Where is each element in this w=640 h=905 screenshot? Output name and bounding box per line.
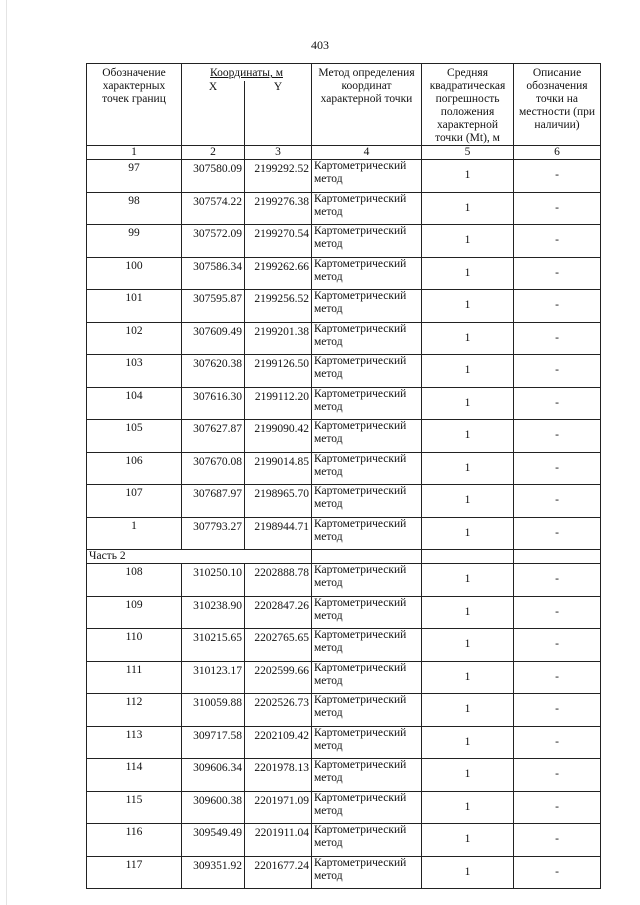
x-coordinate-cell: 307627.87 <box>182 420 245 453</box>
description-cell: - <box>514 517 601 550</box>
y-coordinate-cell: 2199112.20 <box>245 387 312 420</box>
error-cell: 1 <box>422 192 514 225</box>
coordinates-table <box>86 63 601 889</box>
description-cell: - <box>514 759 601 792</box>
error-cell: 1 <box>422 694 514 727</box>
y-coordinate-cell: 2198944.71 <box>245 517 312 550</box>
error-cell: 1 <box>422 485 514 518</box>
x-coordinate-cell: 307586.34 <box>182 257 245 290</box>
y-coordinate-cell: 2202109.42 <box>245 726 312 759</box>
description-cell: - <box>514 420 601 453</box>
table-row <box>87 517 601 550</box>
description-cell: - <box>514 824 601 857</box>
x-coordinate-cell: 307687.97 <box>182 485 245 518</box>
error-cell: 1 <box>422 661 514 694</box>
table-row <box>87 290 601 323</box>
empty-cell <box>245 550 312 564</box>
table-row <box>87 824 601 857</box>
point-cell: 107 <box>87 485 182 518</box>
y-coordinate-cell: 2201677.24 <box>245 856 312 889</box>
method-cell: Картометрический метод <box>312 355 422 388</box>
empty-cell <box>182 550 245 564</box>
error-cell: 1 <box>422 225 514 258</box>
x-coordinate-cell: 309351.92 <box>182 856 245 889</box>
method-cell: Картометрический метод <box>312 192 422 225</box>
description-cell: - <box>514 661 601 694</box>
table-row <box>87 856 601 889</box>
description-cell: - <box>514 160 601 193</box>
empty-cell <box>312 550 422 564</box>
table-row <box>87 322 601 355</box>
method-cell: Картометрический метод <box>312 856 422 889</box>
y-coordinate-cell: 2202888.78 <box>245 564 312 597</box>
y-coordinate-cell: 2199270.54 <box>245 225 312 258</box>
x-coordinate-cell: 310250.10 <box>182 564 245 597</box>
point-cell: 103 <box>87 355 182 388</box>
point-cell: 106 <box>87 452 182 485</box>
method-cell: Картометрический метод <box>312 694 422 727</box>
header-x: X <box>182 81 245 146</box>
scan-edge <box>6 0 7 905</box>
y-coordinate-cell: 2199292.52 <box>245 160 312 193</box>
method-cell: Картометрический метод <box>312 629 422 662</box>
point-cell: 101 <box>87 290 182 323</box>
y-coordinate-cell: 2199126.50 <box>245 355 312 388</box>
description-cell: - <box>514 564 601 597</box>
index-cell: 4 <box>312 146 422 160</box>
x-coordinate-cell: 309717.58 <box>182 726 245 759</box>
point-cell: 105 <box>87 420 182 453</box>
point-cell: 116 <box>87 824 182 857</box>
point-cell: 100 <box>87 257 182 290</box>
x-coordinate-cell: 310215.65 <box>182 629 245 662</box>
page-number: 403 <box>311 38 329 52</box>
description-cell: - <box>514 694 601 727</box>
description-cell: - <box>514 192 601 225</box>
description-cell: - <box>514 485 601 518</box>
method-cell: Картометрический метод <box>312 517 422 550</box>
description-cell: - <box>514 322 601 355</box>
header-coordinates: Координаты, м <box>182 64 312 82</box>
error-cell: 1 <box>422 759 514 792</box>
error-cell: 1 <box>422 387 514 420</box>
y-coordinate-cell: 2201978.13 <box>245 759 312 792</box>
x-coordinate-cell: 307616.30 <box>182 387 245 420</box>
y-coordinate-cell: 2202599.66 <box>245 661 312 694</box>
part-label: Часть 2 <box>87 550 182 564</box>
x-coordinate-cell: 307609.49 <box>182 322 245 355</box>
description-cell: - <box>514 225 601 258</box>
method-cell: Картометрический метод <box>312 726 422 759</box>
table-row <box>87 629 601 662</box>
error-cell: 1 <box>422 629 514 662</box>
point-cell: 113 <box>87 726 182 759</box>
point-cell: 1 <box>87 517 182 550</box>
x-coordinate-cell: 307595.87 <box>182 290 245 323</box>
method-cell: Картометрический метод <box>312 791 422 824</box>
header-method: Метод определения координат характерной точки <box>312 64 422 146</box>
y-coordinate-cell: 2201911.04 <box>245 824 312 857</box>
point-cell: 109 <box>87 596 182 629</box>
table-row <box>87 791 601 824</box>
point-cell: 104 <box>87 387 182 420</box>
table-row <box>87 485 601 518</box>
table-row <box>87 661 601 694</box>
x-coordinate-cell: 309606.34 <box>182 759 245 792</box>
y-coordinate-cell: 2199090.42 <box>245 420 312 453</box>
table-row <box>87 355 601 388</box>
error-cell: 1 <box>422 856 514 889</box>
point-cell: 110 <box>87 629 182 662</box>
part-row <box>87 550 601 564</box>
method-cell: Картометрический метод <box>312 160 422 193</box>
y-coordinate-cell: 2202526.73 <box>245 694 312 727</box>
point-cell: 98 <box>87 192 182 225</box>
error-cell: 1 <box>422 726 514 759</box>
error-cell: 1 <box>422 160 514 193</box>
table-row <box>87 726 601 759</box>
method-cell: Картометрический метод <box>312 225 422 258</box>
table-row <box>87 387 601 420</box>
empty-cell <box>514 550 601 564</box>
x-coordinate-cell: 307620.38 <box>182 355 245 388</box>
table-row <box>87 420 601 453</box>
description-cell: - <box>514 856 601 889</box>
method-cell: Картометрический метод <box>312 387 422 420</box>
point-cell: 108 <box>87 564 182 597</box>
point-cell: 111 <box>87 661 182 694</box>
error-cell: 1 <box>422 517 514 550</box>
table-row <box>87 596 601 629</box>
x-coordinate-cell: 310059.88 <box>182 694 245 727</box>
table-row <box>87 160 601 193</box>
table-row <box>87 192 601 225</box>
header-point: Обозначение характерных точек границ <box>87 64 182 146</box>
point-cell: 97 <box>87 160 182 193</box>
point-cell: 112 <box>87 694 182 727</box>
method-cell: Картометрический метод <box>312 564 422 597</box>
index-cell: 6 <box>514 146 601 160</box>
x-coordinate-cell: 307793.27 <box>182 517 245 550</box>
y-coordinate-cell: 2199014.85 <box>245 452 312 485</box>
description-cell: - <box>514 290 601 323</box>
y-coordinate-cell: 2202847.26 <box>245 596 312 629</box>
error-cell: 1 <box>422 596 514 629</box>
method-cell: Картометрический метод <box>312 661 422 694</box>
x-coordinate-cell: 307574.22 <box>182 192 245 225</box>
x-coordinate-cell: 309600.38 <box>182 791 245 824</box>
description-cell: - <box>514 257 601 290</box>
method-cell: Картометрический метод <box>312 596 422 629</box>
empty-cell <box>422 550 514 564</box>
error-cell: 1 <box>422 420 514 453</box>
method-cell: Картометрический метод <box>312 824 422 857</box>
method-cell: Картометрический метод <box>312 322 422 355</box>
x-coordinate-cell: 310123.17 <box>182 661 245 694</box>
y-coordinate-cell: 2199201.38 <box>245 322 312 355</box>
table-row <box>87 564 601 597</box>
index-cell: 1 <box>87 146 182 160</box>
y-coordinate-cell: 2202765.65 <box>245 629 312 662</box>
method-cell: Картометрический метод <box>312 257 422 290</box>
description-cell: - <box>514 596 601 629</box>
description-cell: - <box>514 629 601 662</box>
method-cell: Картометрический метод <box>312 452 422 485</box>
error-cell: 1 <box>422 824 514 857</box>
description-cell: - <box>514 791 601 824</box>
error-cell: 1 <box>422 355 514 388</box>
point-cell: 115 <box>87 791 182 824</box>
index-cell: 3 <box>245 146 312 160</box>
point-cell: 99 <box>87 225 182 258</box>
table-row <box>87 452 601 485</box>
description-cell: - <box>514 355 601 388</box>
x-coordinate-cell: 307572.09 <box>182 225 245 258</box>
y-coordinate-cell: 2199276.38 <box>245 192 312 225</box>
table-row <box>87 759 601 792</box>
error-cell: 1 <box>422 791 514 824</box>
x-coordinate-cell: 309549.49 <box>182 824 245 857</box>
x-coordinate-cell: 307670.08 <box>182 452 245 485</box>
method-cell: Картометрический метод <box>312 759 422 792</box>
x-coordinate-cell: 310238.90 <box>182 596 245 629</box>
error-cell: 1 <box>422 290 514 323</box>
error-cell: 1 <box>422 322 514 355</box>
header-description: Описание обозначения точки на местности (при наличии) <box>514 64 601 146</box>
method-cell: Картометрический метод <box>312 290 422 323</box>
method-cell: Картометрический метод <box>312 420 422 453</box>
y-coordinate-cell: 2198965.70 <box>245 485 312 518</box>
header-y: Y <box>245 81 312 146</box>
index-cell: 2 <box>182 146 245 160</box>
error-cell: 1 <box>422 564 514 597</box>
table-row <box>87 225 601 258</box>
description-cell: - <box>514 452 601 485</box>
point-cell: 117 <box>87 856 182 889</box>
header-error: Средняя квадратическая погрешность положения характерной точки (Mt), м <box>422 64 514 146</box>
y-coordinate-cell: 2199262.66 <box>245 257 312 290</box>
table-row <box>87 257 601 290</box>
table-row <box>87 694 601 727</box>
y-coordinate-cell: 2201971.09 <box>245 791 312 824</box>
description-cell: - <box>514 387 601 420</box>
x-coordinate-cell: 307580.09 <box>182 160 245 193</box>
index-cell: 5 <box>422 146 514 160</box>
error-cell: 1 <box>422 257 514 290</box>
y-coordinate-cell: 2199256.52 <box>245 290 312 323</box>
method-cell: Картометрический метод <box>312 485 422 518</box>
point-cell: 102 <box>87 322 182 355</box>
description-cell: - <box>514 726 601 759</box>
error-cell: 1 <box>422 452 514 485</box>
point-cell: 114 <box>87 759 182 792</box>
